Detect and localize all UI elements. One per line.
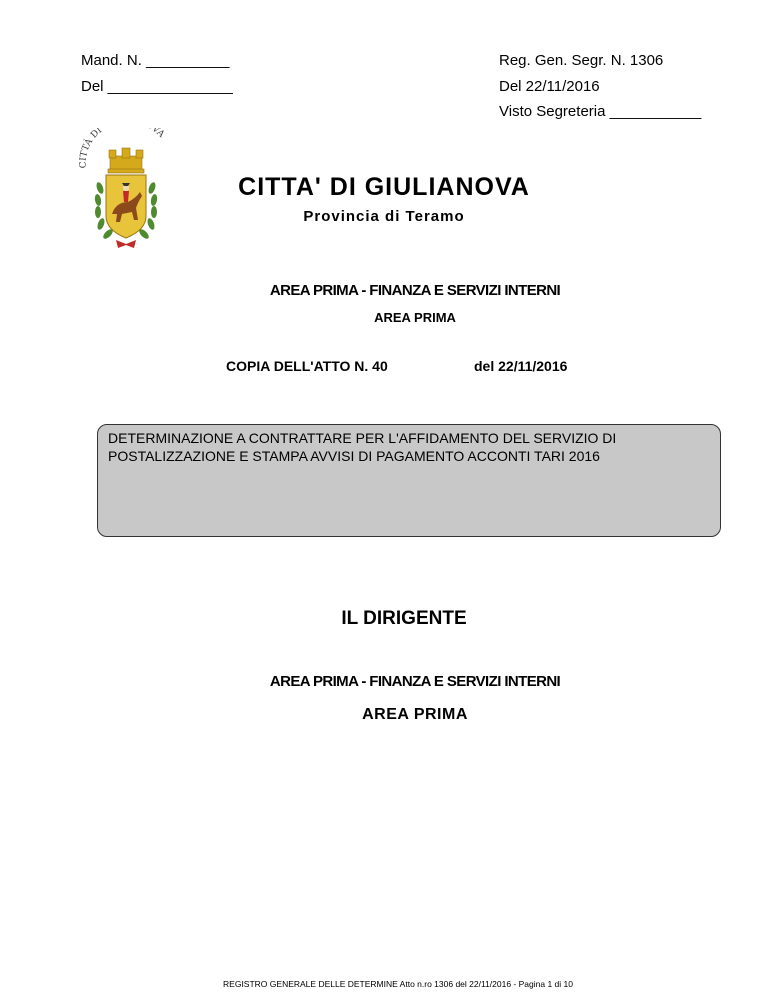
general-register-number: Reg. Gen. Segr. N. 1306 <box>499 52 664 69</box>
act-number: COPIA DELL'ATTO N. 40 <box>226 358 388 374</box>
secretariat-visa: Visto Segreteria ___________ <box>499 103 702 120</box>
act-subject-box <box>97 424 721 537</box>
act-subject-text <box>108 429 708 465</box>
director-heading: IL DIRIGENTE <box>341 608 467 629</box>
department-heading-2: AREA PRIMA - FINANZA E SERVIZI INTERNI <box>269 673 561 690</box>
page-footer: REGISTRO GENERALE DELLE DETERMINE Atto n.ro 1306 del 22/11/2016 - Pagina 1 di 10 <box>223 979 573 989</box>
area-subheading-2: AREA PRIMA <box>362 706 468 723</box>
department-heading: AREA PRIMA - FINANZA E SERVIZI INTERNI <box>269 282 561 299</box>
act-date: del 22/11/2016 <box>474 358 568 374</box>
area-subheading: AREA PRIMA <box>374 310 456 325</box>
province-subtitle: Provincia di Teramo <box>303 208 465 225</box>
crest-motto: CITTÀ DI VA <box>78 128 167 169</box>
city-title: CITTA' DI GIULIANOVA <box>238 173 530 201</box>
mandate-date: Del _______________ <box>81 78 233 95</box>
register-date: Del 22/11/2016 <box>499 78 600 95</box>
subject-line-2: POSTALIZZAZIONE E STAMPA AVVISI DI PAGAMENTO ACCONTI TARI 2016 <box>108 448 600 464</box>
mandate-number: Mand. N. __________ <box>81 52 230 69</box>
subject-line-1: DETERMINAZIONE A CONTRATTARE PER L'AFFIDAMENTO DEL SERVIZIO DI <box>108 430 617 446</box>
